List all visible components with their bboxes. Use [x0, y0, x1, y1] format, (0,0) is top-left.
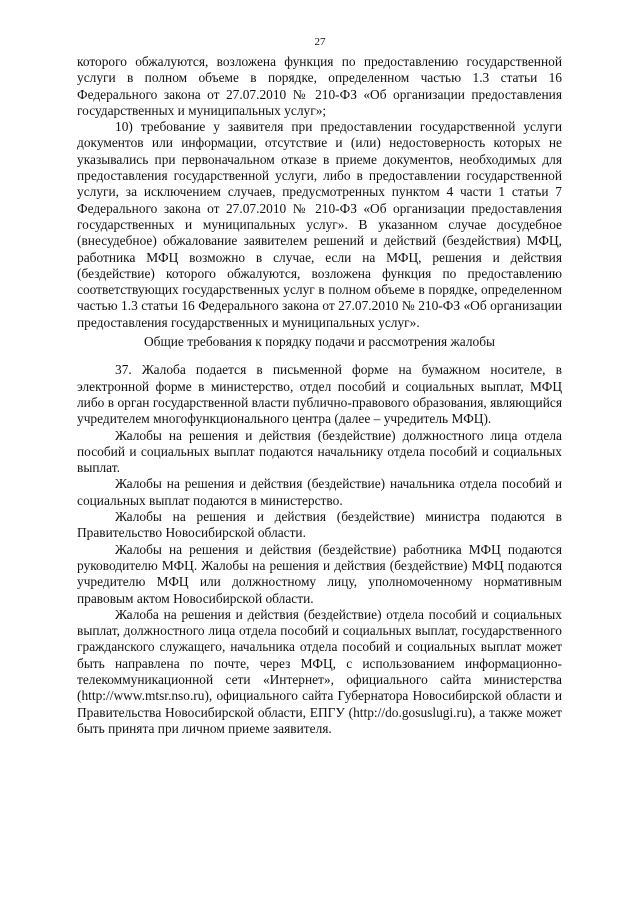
paragraph-item-10: 10) требование у заявителя при предоставлении государственной услуги документов или информации, отсутствие и (или) недостоверность которых не указывались при первоначальном отказе в приеме документов, необходимых для предоставления государственной услуги, либо в предоставлении государственной услуги, за исключением случаев, предусмотренных пунктом 4 части 1 статьи 7 Федерального закона от 27.07.2010 № 210-ФЗ «Об организации предоставления государственных и муниципальных услуг». В указанном случае досудебное (внесудебное) обжалование заявителем решений и действий (бездействия) МФЦ, работника МФЦ возможно в случае, если на МФЦ, решения и действия (бездействие) которого обжалуются, возложена функция по предоставлению соответствующих государственных услуг в полном объеме в порядке, определенном частью 1.3 статьи 16 Федерального закона от 27.07.2010 № 210-ФЗ «Об организации предоставления государственных и муниципальных услуг».	[77, 119, 562, 330]
paragraph-complaint-channels: Жалоба на решения и действия (бездействие) отдела пособий и социальных выплат, должностного лица отдела пособий и социальных выплат, государственного гражданского служащего, начальника отдела пособий и социальных выплат может быть направлена по почте, через МФЦ, с использованием информационно-телекоммуникационной сети «Интернет», официального сайта министерства (http://www.mtsr.nso.ru), официального сайта Губернатора Новосибирской области и Правительства Новосибирской области, ЕПГУ (http://do.gosuslugi.ru), а также может быть принята при личном приеме заявителя.	[77, 606, 562, 736]
paragraph-complaint-minister: Жалобы на решения и действия (бездействие) министра подаются в Правительство Новосибирской области.	[77, 509, 562, 541]
paragraph-complaint-mfc: Жалобы на решения и действия (бездействие) работника МФЦ подаются руководителю МФЦ. Жалобы на решения и действия (бездействие) МФЦ подаются учредителю МФЦ или должностному лицу, уполномоченному нормативным правовым актом Новосибирской области.	[77, 541, 562, 606]
paragraph-complaint-official: Жалобы на решения и действия (бездействие) должностного лица отдела пособий и социальных выплат подаются начальнику отдела пособий и социальных выплат.	[77, 427, 562, 476]
section-heading: Общие требования к порядку подачи и рассмотрения жалобы	[143, 334, 496, 350]
paragraph-continuation: которого обжалуются, возложена функция по предоставлению государственной услуги в полном объеме в порядке, определенном частью 1.3 статьи 16 Федерального закона от 27.07.2010 № 210-ФЗ «Об организации предоставления государственных и муниципальных услуг»;	[77, 54, 562, 118]
paragraph-complaint-head: Жалобы на решения и действия (бездействие) начальника отдела пособий и социальных выплат подаются в министерство.	[77, 476, 562, 508]
paragraph-37: 37. Жалоба подается в письменной форме на бумажном носителе, в электронной форме в министерство, отдел пособий и социальных выплат, МФЦ либо в орган государственной власти публично-правового образования, являющийся учредителем многофункционального центра (далее – учредитель МФЦ).	[77, 362, 562, 427]
page-number: 27	[314, 36, 326, 48]
document-body	[77, 54, 562, 737]
